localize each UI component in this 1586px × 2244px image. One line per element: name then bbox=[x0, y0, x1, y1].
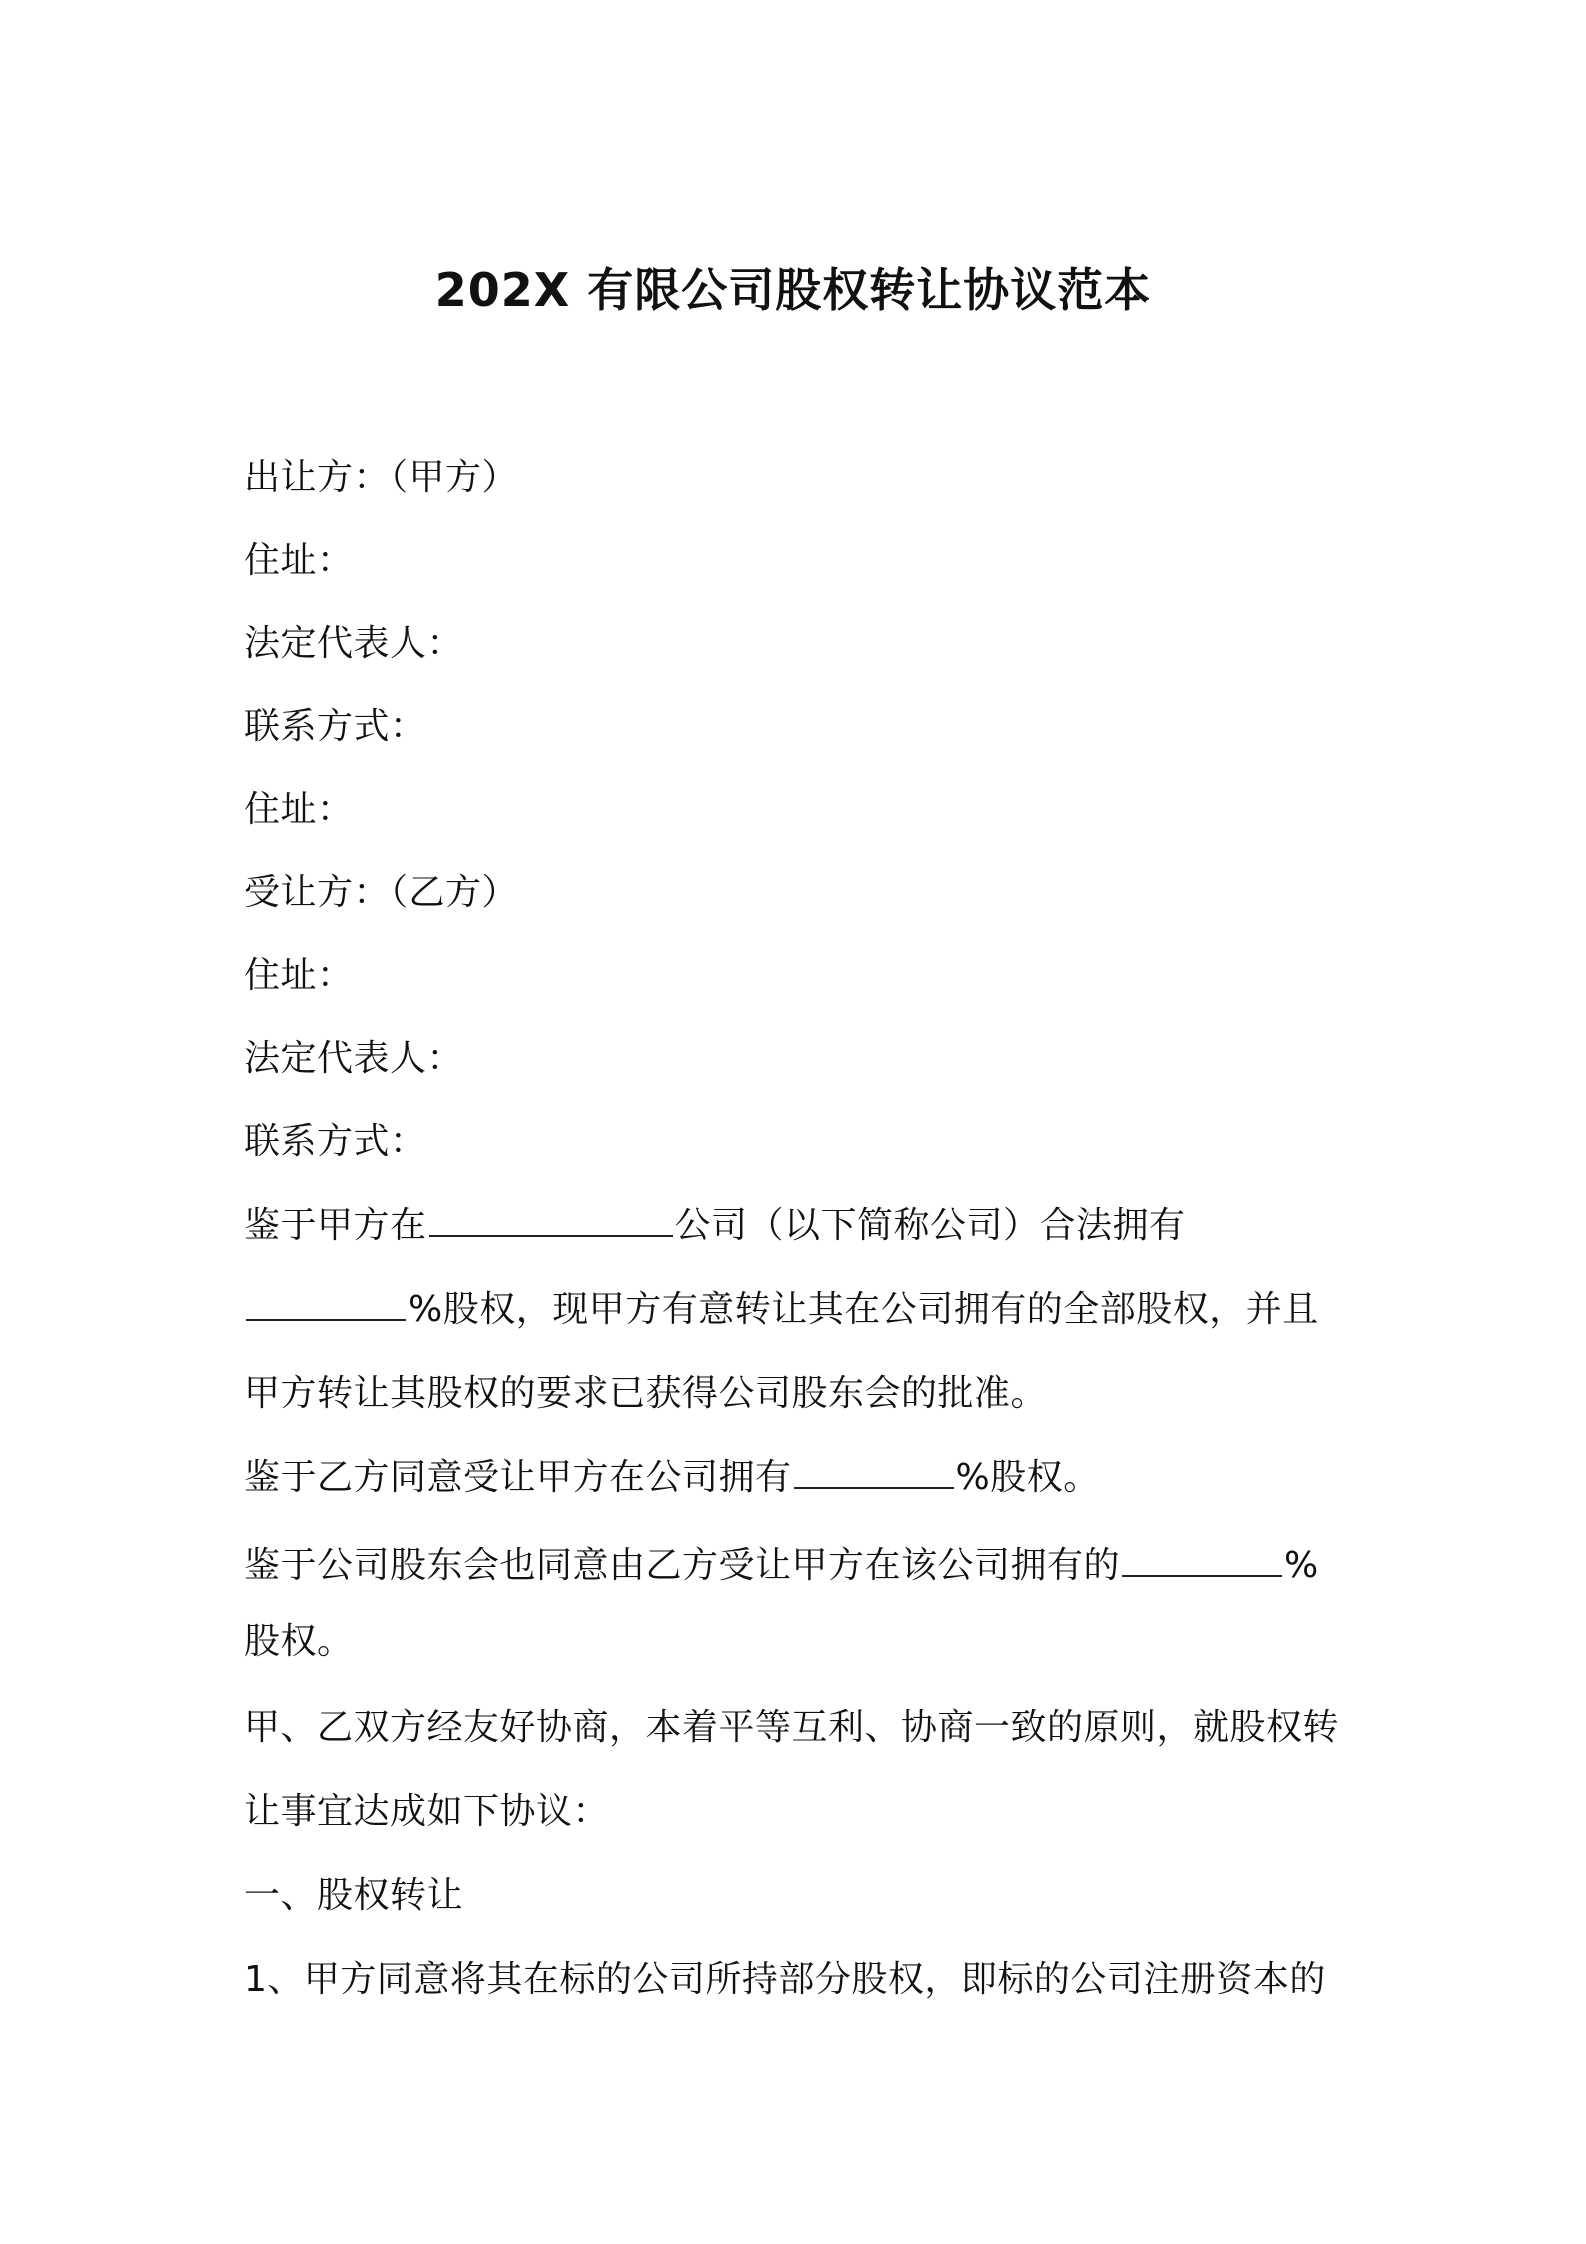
recital-1-line-3: 甲方转让其股权的要求已获得公司股东会的批准。 bbox=[244, 1373, 1048, 1414]
party-b-contact: 联系方式： bbox=[244, 1121, 427, 1162]
agreement-intro-line-1: 甲、乙双方经友好协商，本着平等互利、协商一致的原则，就股权转 bbox=[244, 1707, 1340, 1748]
party-a-contact: 联系方式： bbox=[244, 706, 427, 747]
recital-1-text-b: 公司（以下简称公司）合法拥有 bbox=[674, 1205, 1186, 1246]
recital-3-line-2: 股权。 bbox=[244, 1621, 354, 1662]
recital-1-text-c: %股权，现甲方有意转让其在公司拥有的全部股权，并且 bbox=[408, 1289, 1319, 1330]
section-1-clause-1: 1、甲方同意将其在标的公司所持部分股权，即标的公司注册资本的 bbox=[244, 1959, 1326, 2000]
party-b-label: 受让方：（乙方） bbox=[244, 872, 519, 913]
percentage-blank-3 bbox=[1122, 1541, 1282, 1577]
recital-1-line-1 bbox=[244, 1200, 1186, 1252]
recital-1-line-2 bbox=[244, 1284, 1319, 1336]
recital-3-text-b: % bbox=[1284, 1545, 1319, 1586]
party-a-label: 出让方：（甲方） bbox=[244, 457, 519, 498]
recital-2 bbox=[244, 1452, 1100, 1504]
recital-2-text-b: %股权。 bbox=[955, 1457, 1100, 1498]
percentage-blank-2 bbox=[794, 1453, 954, 1489]
recital-2-text-a: 鉴于乙方同意受让甲方在公司拥有 bbox=[244, 1457, 792, 1498]
extra-address: 住址： bbox=[244, 789, 354, 830]
percentage-blank-1 bbox=[246, 1285, 406, 1321]
recital-3-line-1 bbox=[244, 1540, 1319, 1592]
party-a-address: 住址： bbox=[244, 540, 354, 581]
party-b-legal-rep: 法定代表人： bbox=[244, 1038, 464, 1079]
party-a-legal-rep: 法定代表人： bbox=[244, 623, 464, 664]
section-1-heading: 一、股权转让 bbox=[244, 1875, 464, 1916]
document-title: 202X 有限公司股权转让协议范本 bbox=[434, 263, 1152, 317]
party-b-address: 住址： bbox=[244, 955, 354, 996]
recital-3-text-a: 鉴于公司股东会也同意由乙方受让甲方在该公司拥有的 bbox=[244, 1545, 1121, 1586]
agreement-intro-line-2: 让事宜达成如下协议： bbox=[244, 1791, 610, 1832]
recital-1-text-a: 鉴于甲方在 bbox=[244, 1205, 427, 1246]
company-name-blank bbox=[429, 1201, 673, 1237]
